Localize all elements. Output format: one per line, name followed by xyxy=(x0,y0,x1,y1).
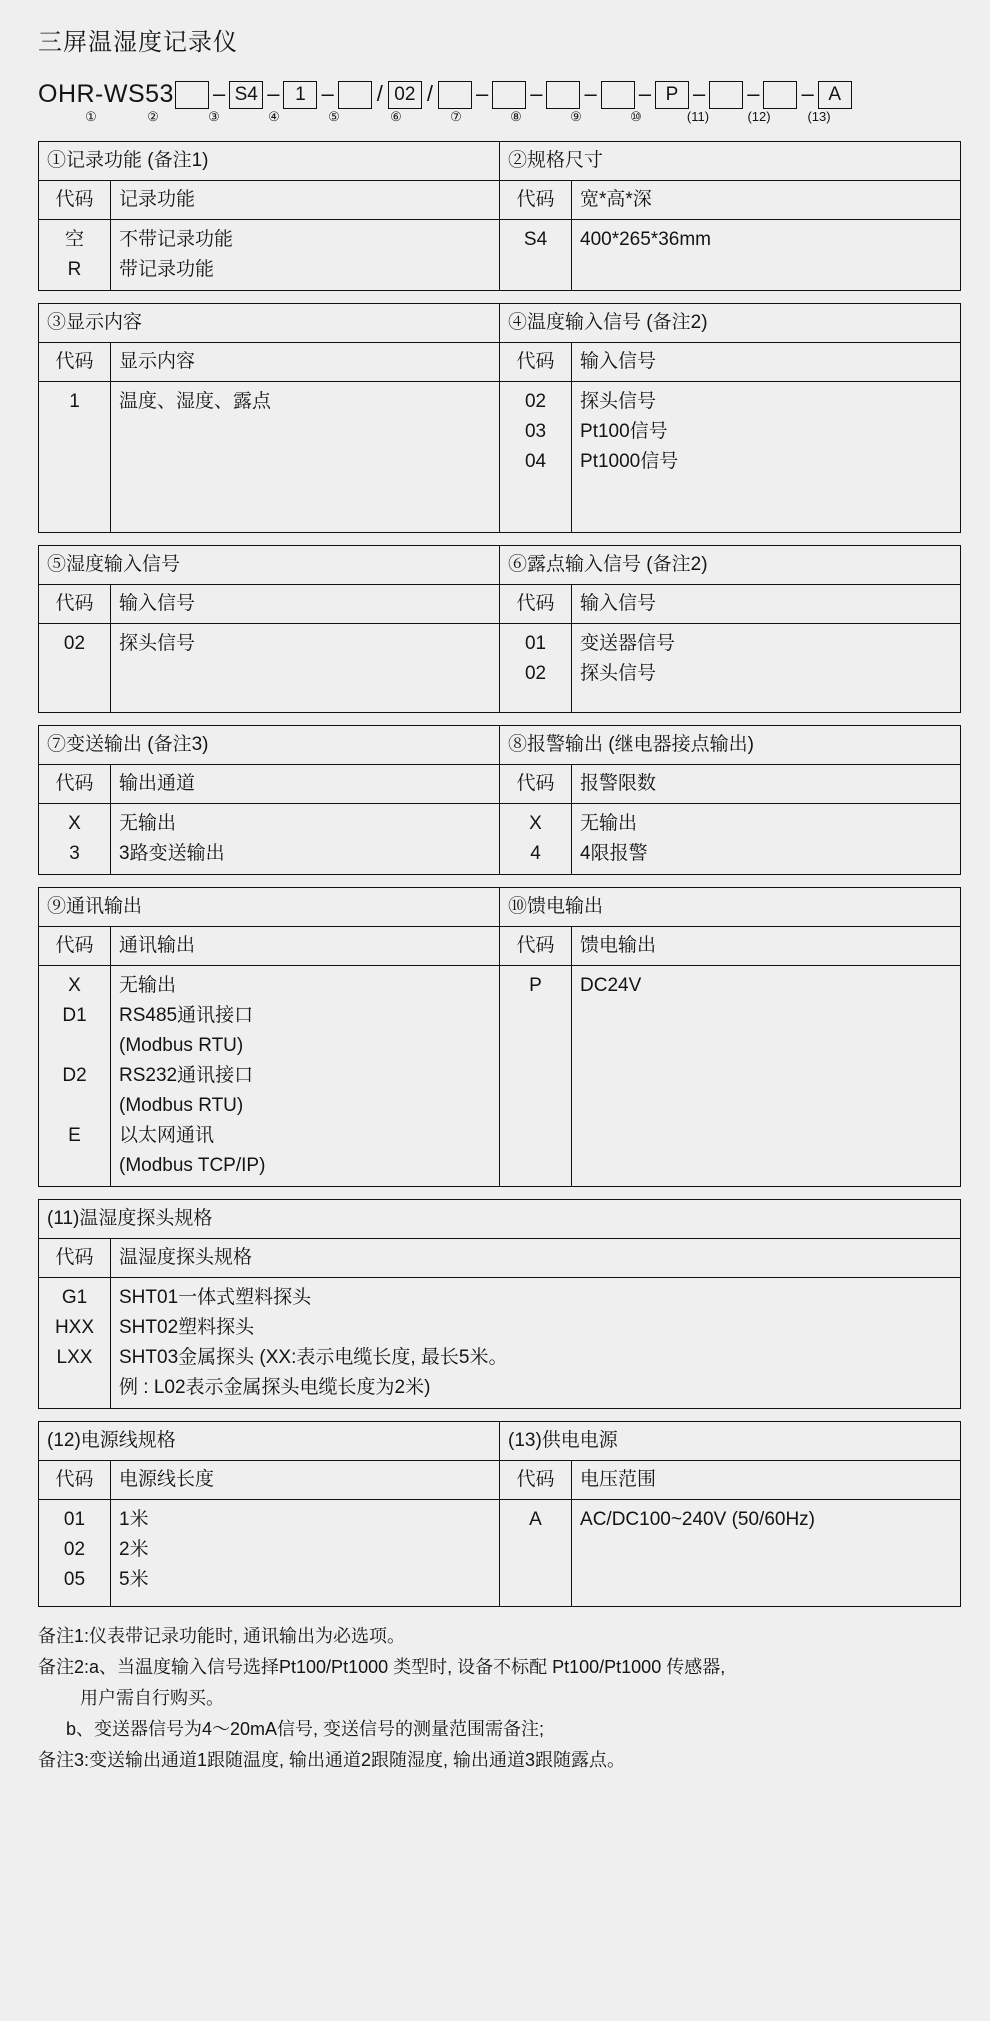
table-row xyxy=(39,966,961,1187)
code-header-10: 代码 xyxy=(500,927,572,966)
section-title-10: ⑩馈电输出 xyxy=(500,888,961,927)
value-header-11: 温湿度探头规格 xyxy=(111,1239,961,1278)
table-row xyxy=(39,585,961,624)
marker-13: (13) xyxy=(807,109,831,124)
table-row xyxy=(39,181,961,220)
model-slot-12[interactable] xyxy=(763,81,797,109)
code-header-11: 代码 xyxy=(39,1239,111,1278)
code-item: D2 xyxy=(62,1065,87,1086)
section-table-12-13 xyxy=(38,1421,961,1607)
table-row xyxy=(39,1500,961,1607)
value-list-7 xyxy=(111,804,500,875)
notes-block xyxy=(38,1621,960,1776)
section-table-2 xyxy=(38,303,961,533)
table-row xyxy=(39,804,961,875)
model-sep-3: – xyxy=(321,81,334,106)
note-3: 备注3:变送输出通道1跟随温度, 输出通道2跟随湿度, 输出通道3跟随露点。 xyxy=(38,1750,626,1770)
model-slot-4[interactable] xyxy=(338,81,372,109)
code-list-9 xyxy=(39,966,111,1187)
note-2a: 备注2:a、当温度输入信号选择Pt100/Pt1000 类型时, 设备不标配 Pt100/Pt1000 传感器, xyxy=(38,1657,726,1677)
section-title-12: (12)电源线规格 xyxy=(39,1422,500,1461)
model-sep-9: – xyxy=(638,81,651,106)
model-slot-6[interactable] xyxy=(438,81,472,109)
table-row xyxy=(39,888,961,927)
value-list-11 xyxy=(111,1278,961,1409)
model-marker-row xyxy=(38,109,990,131)
value-item: (Modbus RTU) xyxy=(119,1035,244,1056)
note-2a-cont: 用户需自行购买。 xyxy=(80,1688,224,1708)
value-header-2: 宽*高*深 xyxy=(572,181,961,220)
code-item: 02 xyxy=(524,391,547,412)
model-sep-10: – xyxy=(692,81,706,106)
model-sep-6: – xyxy=(475,81,489,106)
code-list-6 xyxy=(500,624,572,713)
code-item: R xyxy=(67,259,82,280)
model-slot-3[interactable]: 1 xyxy=(283,81,317,109)
section-title-7: ⑦变送输出 (备注3) xyxy=(39,726,500,765)
model-slot-8[interactable] xyxy=(546,81,580,109)
model-slot-5[interactable]: 02 xyxy=(388,81,422,109)
section-title-6: ⑥露点输入信号 (备注2) xyxy=(500,546,961,585)
code-header-3: 代码 xyxy=(39,343,111,382)
code-item: 02 xyxy=(524,663,547,684)
code-list-7 xyxy=(39,804,111,875)
marker-4: ④ xyxy=(268,109,280,124)
code-header-4: 代码 xyxy=(500,343,572,382)
value-item: 探头信号 xyxy=(580,663,657,684)
marker-7: ⑦ xyxy=(450,109,462,124)
value-item: 例 : L02表示金属探头电缆长度为2米) xyxy=(119,1377,431,1398)
table-row xyxy=(39,343,961,382)
code-item: 3 xyxy=(69,843,80,864)
marker-3: ③ xyxy=(208,109,220,124)
value-header-7: 输出通道 xyxy=(111,765,500,804)
code-list-13 xyxy=(500,1500,572,1607)
section-title-4: ④温度输入信号 (备注2) xyxy=(500,304,961,343)
value-item: (Modbus RTU) xyxy=(119,1095,244,1116)
value-list-9 xyxy=(111,966,500,1187)
model-slot-11[interactable] xyxy=(709,81,743,109)
code-item: 02 xyxy=(63,1539,86,1560)
section-title-8: ⑧报警输出 (继电器接点输出) xyxy=(500,726,961,765)
code-item: X xyxy=(529,813,542,834)
code-item: 空 xyxy=(64,229,84,250)
value-list-8 xyxy=(572,804,961,875)
table-row xyxy=(39,382,961,533)
value-item: 2米 xyxy=(119,1539,149,1560)
marker-10: ⑩ xyxy=(630,109,642,124)
table-row xyxy=(39,546,961,585)
value-item: 无输出 xyxy=(119,813,177,834)
model-sep-11: – xyxy=(747,81,760,106)
value-item: SHT01一体式塑料探头 xyxy=(119,1287,312,1308)
section-title-13: (13)供电电源 xyxy=(500,1422,961,1461)
marker-8: ⑧ xyxy=(510,109,522,124)
model-code-row xyxy=(38,69,990,109)
value-header-8: 报警限数 xyxy=(572,765,961,804)
model-sep-12: – xyxy=(801,81,814,106)
code-header-12: 代码 xyxy=(39,1461,111,1500)
code-header-6: 代码 xyxy=(500,585,572,624)
section-title-11: (11)温湿度探头规格 xyxy=(39,1200,961,1239)
value-item: 变送器信号 xyxy=(580,633,676,654)
value-item: 探头信号 xyxy=(119,633,196,654)
section-table-3 xyxy=(38,545,961,713)
code-list-8 xyxy=(500,804,572,875)
code-item-blank xyxy=(47,1031,102,1061)
code-header-1: 代码 xyxy=(39,181,111,220)
value-header-9: 通讯输出 xyxy=(111,927,500,966)
code-header-8: 代码 xyxy=(500,765,572,804)
table-row xyxy=(39,927,961,966)
section-table-5 xyxy=(38,887,961,1187)
table-row xyxy=(39,1239,961,1278)
marker-2: ② xyxy=(147,109,159,124)
value-item: 1米 xyxy=(119,1509,149,1530)
value-item: Pt1000信号 xyxy=(580,451,679,472)
model-sep-2: – xyxy=(267,81,280,106)
marker-12: (12) xyxy=(747,109,771,124)
model-slot-9[interactable] xyxy=(601,81,635,109)
model-slot-10[interactable]: P xyxy=(655,81,689,109)
model-sep-5: / xyxy=(426,81,433,106)
value-list-4 xyxy=(572,382,961,533)
value-list-13 xyxy=(572,1500,961,1607)
code-item: P xyxy=(529,975,542,996)
code-header-13: 代码 xyxy=(500,1461,572,1500)
value-list-3 xyxy=(111,382,500,533)
value-item: 探头信号 xyxy=(580,391,657,412)
marker-1: ① xyxy=(85,109,97,124)
table-row xyxy=(39,1461,961,1500)
code-list-11 xyxy=(39,1278,111,1409)
code-item: 02 xyxy=(63,633,86,654)
table-row xyxy=(39,142,961,181)
code-item-blank xyxy=(47,1151,102,1181)
value-item: 5米 xyxy=(119,1569,149,1590)
code-item: 03 xyxy=(524,421,547,442)
code-item: LXX xyxy=(56,1347,93,1368)
model-sep-8: – xyxy=(584,81,597,106)
value-list-6 xyxy=(572,624,961,713)
value-item: 不带记录功能 xyxy=(119,229,234,250)
marker-11: (11) xyxy=(686,109,710,124)
code-item: 1 xyxy=(69,391,80,412)
value-header-3: 显示内容 xyxy=(111,343,500,382)
value-item: 温度、湿度、露点 xyxy=(119,391,272,412)
code-item: S4 xyxy=(523,229,548,250)
value-item: AC/DC100~240V (50/60Hz) xyxy=(580,1509,816,1530)
value-item: SHT03金属探头 (XX:表示电缆长度, 最长5米。 xyxy=(119,1347,508,1368)
value-item: 400*265*36mm xyxy=(580,229,711,250)
value-header-12: 电源线长度 xyxy=(111,1461,500,1500)
table-row xyxy=(39,1200,961,1239)
page-title: 三屏温湿度记录仪 xyxy=(38,29,238,56)
code-header-9: 代码 xyxy=(39,927,111,966)
code-list-5 xyxy=(39,624,111,713)
section-table-4 xyxy=(38,725,961,875)
value-item: Pt100信号 xyxy=(580,421,668,442)
value-item: RS485通讯接口 xyxy=(119,1005,254,1026)
model-slot-13[interactable]: A xyxy=(818,81,852,109)
marker-9: ⑨ xyxy=(570,109,582,124)
code-item: 4 xyxy=(530,843,541,864)
value-item: 以太网通讯 xyxy=(119,1125,215,1146)
code-item-blank xyxy=(47,1373,102,1403)
section-title-5: ⑤湿度输入信号 xyxy=(39,546,500,585)
model-slot-7[interactable] xyxy=(492,81,526,109)
marker-5: ⑤ xyxy=(328,109,340,124)
model-prefix: OHR-WS53 xyxy=(38,80,174,108)
code-header-2: 代码 xyxy=(500,181,572,220)
code-item: E xyxy=(68,1125,81,1146)
code-list-2 xyxy=(500,220,572,291)
table-row xyxy=(39,220,961,291)
value-list-5 xyxy=(111,624,500,713)
value-item: 3路变送输出 xyxy=(119,843,225,864)
code-item: D1 xyxy=(62,1005,87,1026)
code-list-3 xyxy=(39,382,111,533)
code-item: 05 xyxy=(63,1569,86,1590)
table-row xyxy=(39,304,961,343)
table-row xyxy=(39,1422,961,1461)
section-title-3: ③显示内容 xyxy=(39,304,500,343)
value-list-1 xyxy=(111,220,500,291)
code-header-7: 代码 xyxy=(39,765,111,804)
section-title-2: ②规格尺寸 xyxy=(500,142,961,181)
model-sep-4: / xyxy=(376,81,383,106)
code-item: 04 xyxy=(524,451,547,472)
code-item: X xyxy=(68,813,81,834)
table-row xyxy=(39,726,961,765)
value-header-10: 馈电输出 xyxy=(572,927,961,966)
code-item: X xyxy=(68,975,81,996)
code-list-12 xyxy=(39,1500,111,1607)
value-header-1: 记录功能 xyxy=(111,181,500,220)
code-item: 01 xyxy=(63,1509,86,1530)
model-sep-7: – xyxy=(530,81,543,106)
value-item: DC24V xyxy=(580,975,642,996)
marker-6: ⑥ xyxy=(390,109,402,124)
value-item: (Modbus TCP/IP) xyxy=(119,1155,266,1176)
value-header-5: 输入信号 xyxy=(111,585,500,624)
code-item: 01 xyxy=(524,633,547,654)
section-table-11 xyxy=(38,1199,961,1409)
value-list-2 xyxy=(572,220,961,291)
section-table-1 xyxy=(38,141,961,291)
value-list-10 xyxy=(572,966,961,1187)
table-row xyxy=(39,624,961,713)
value-header-6: 输入信号 xyxy=(572,585,961,624)
model-slot-1[interactable] xyxy=(175,81,209,109)
value-item: 4限报警 xyxy=(580,843,648,864)
code-list-1 xyxy=(39,220,111,291)
code-item-blank xyxy=(47,1091,102,1121)
code-item: HXX xyxy=(54,1317,95,1338)
value-item: 无输出 xyxy=(580,813,638,834)
code-header-5: 代码 xyxy=(39,585,111,624)
value-list-12 xyxy=(111,1500,500,1607)
value-header-13: 电压范围 xyxy=(572,1461,961,1500)
code-item: A xyxy=(529,1509,542,1530)
model-sep-1: – xyxy=(212,81,226,106)
value-item: 无输出 xyxy=(119,975,177,996)
code-list-10 xyxy=(500,966,572,1187)
table-row xyxy=(39,765,961,804)
table-row xyxy=(39,1278,961,1409)
code-item: G1 xyxy=(61,1287,88,1308)
code-list-4 xyxy=(500,382,572,533)
model-slot-2[interactable]: S4 xyxy=(229,81,263,109)
value-header-4: 输入信号 xyxy=(572,343,961,382)
value-item: RS232通讯接口 xyxy=(119,1065,254,1086)
section-title-1: ①记录功能 (备注1) xyxy=(39,142,500,181)
note-2b: b、变送器信号为4～20mA信号, 变送信号的测量范围需备注; xyxy=(66,1719,545,1739)
section-title-9: ⑨通讯输出 xyxy=(39,888,500,927)
note-1: 备注1:仪表带记录功能时, 通讯输出为必选项。 xyxy=(38,1626,406,1646)
value-item: 带记录功能 xyxy=(119,259,215,280)
value-item: SHT02塑料探头 xyxy=(119,1317,255,1338)
